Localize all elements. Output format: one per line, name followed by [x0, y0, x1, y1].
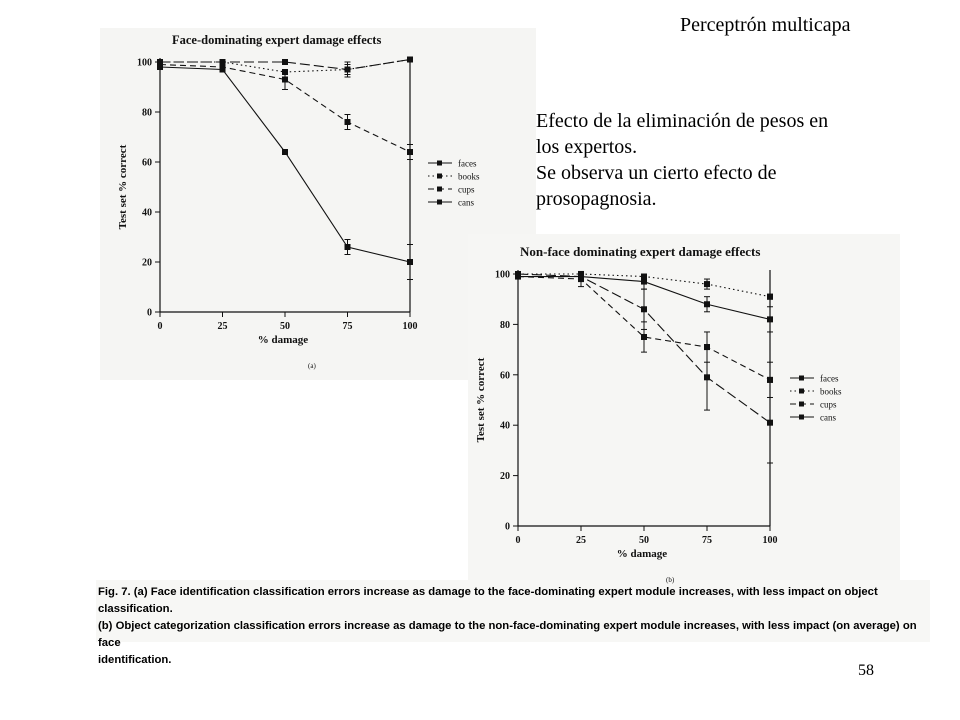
data-point-faces: [767, 316, 773, 322]
y-tick-label: 60: [500, 370, 510, 382]
description-line: Se observa un cierto efecto de: [536, 162, 777, 184]
y-tick-label: 0: [505, 521, 510, 533]
slide-title: Perceptrón multicapa: [680, 14, 851, 36]
legend-marker-cans: [799, 415, 804, 420]
panel-label: (a): [308, 362, 316, 370]
legend-marker-books: [799, 389, 804, 394]
data-point-books: [767, 294, 773, 300]
legend-marker-cups: [799, 402, 804, 407]
data-point-faces: [704, 301, 710, 307]
y-tick-label: 40: [500, 420, 510, 432]
legend-marker-faces: [799, 376, 804, 381]
x-axis-label: % damage: [257, 334, 309, 346]
chart-title: Face-dominating expert damage effects: [172, 33, 382, 47]
legend-label-cups: cups: [458, 184, 475, 195]
legend-label-faces: faces: [820, 373, 839, 384]
data-point-books: [641, 274, 647, 280]
x-tick-label: 0: [157, 321, 163, 332]
data-point-cans: [704, 374, 710, 380]
x-tick-label: 100: [762, 535, 778, 546]
x-tick-label: 0: [515, 535, 521, 546]
legend-label-books: books: [820, 386, 842, 397]
x-tick-label: 50: [280, 321, 290, 332]
data-point-books: [704, 281, 710, 287]
y-axis-label: Test set % correct: [475, 357, 487, 443]
y-tick-label: 100: [137, 57, 152, 69]
x-tick-label: 50: [639, 535, 649, 546]
description-line: Efecto de la eliminación de pesos en: [536, 110, 829, 132]
y-axis-label: Test set % correct: [117, 144, 129, 230]
caption-line: Fig. 7. (a) Face identification classification errors increase as damage to the face-dominating expert module increases, with less impact on object classification.: [98, 586, 878, 615]
page-number: 58: [858, 662, 874, 679]
legend-label-faces: faces: [458, 158, 477, 169]
caption-line: (b) Object categorization classification errors increase as damage to the non-face-dominating expert module increases, with less impact (on average) on face: [98, 620, 917, 649]
x-tick-label: 25: [576, 535, 586, 546]
x-tick-label: 100: [402, 321, 418, 332]
panel-label: (b): [666, 576, 675, 584]
x-tick-label: 75: [702, 535, 712, 546]
y-tick-label: 20: [142, 257, 152, 269]
y-tick-label: 80: [142, 107, 152, 119]
y-tick-label: 40: [142, 207, 152, 219]
legend-label-cans: cans: [820, 412, 836, 423]
legend-label-cans: cans: [458, 197, 474, 208]
y-tick-label: 20: [500, 471, 510, 483]
x-tick-label: 25: [217, 321, 228, 332]
y-tick-label: 60: [142, 157, 152, 169]
data-point-cans: [641, 306, 647, 312]
y-tick-label: 80: [500, 319, 510, 331]
x-tick-label: 75: [342, 321, 353, 332]
description-line: los expertos.: [536, 136, 638, 158]
data-point-cans: [767, 420, 773, 426]
y-tick-label: 0: [147, 307, 152, 319]
chart-title: Non-face dominating expert damage effects: [520, 244, 761, 259]
caption-line: identification.: [98, 654, 172, 666]
x-axis-label: % damage: [616, 548, 668, 560]
data-point-cans: [515, 271, 521, 277]
data-point-cups: [641, 334, 647, 340]
legend-label-books: books: [458, 171, 480, 182]
figure-caption: [98, 584, 928, 669]
description-line: prosopagnosia.: [536, 188, 657, 210]
legend-label-cups: cups: [820, 399, 837, 410]
data-point-cans: [578, 274, 584, 280]
y-tick-label: 100: [495, 269, 510, 281]
